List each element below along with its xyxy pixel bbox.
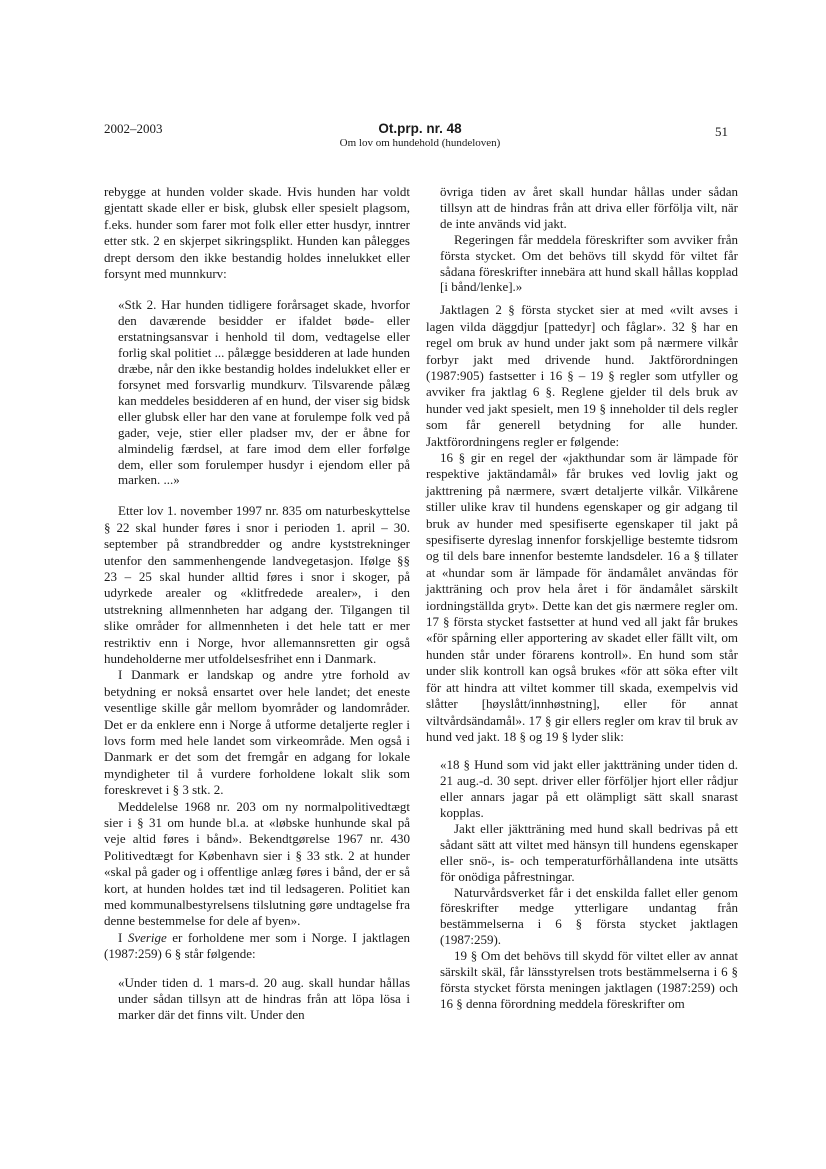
block-quote: Naturvårdsverket får i det enskilda fallet eller genom föreskrifter medge ytterligare undantag från bestämmelserna i 6 § första stycket jaktlagen (1987:259). bbox=[440, 884, 738, 948]
block-quote: Jakt eller jäktträning med hund skall bedrivas på ett sådant sätt att viltet med hänsyn till hundens egenskaper eller snö-, is- och temperaturförhållandena inte utsätts för onödiga påfrestningar. bbox=[440, 820, 738, 884]
paragraph: 16 § gir en regel der «jakthundar som är lämpade för respektive jaktändamål» får brukes ved lovlig jakt og jakttrening på nærmere, svært detaljerte vilkår. Vilkårene stiller ulike krav til hundens egenskaper og gir adgang til bruk av hunder med spesifiserte egenskaper til jakt på spesifiserte dyreslag innenfor forskjellige bestemte tidsrom og til dels bare innenfor bestemte landsdeler. 16 a § tillater at «hundar som är lämpade för ändamålet användas för jaktträning och prov hela året i för ändamålet särskilt iordningställda gryt». Dette kan det gis nærmere regler om. 17 § första stycket fastsetter at hund ved all jakt får brukes «för spårning eller apportering av skadet eller fällt vilt, om hunden står under förarens kontroll». En hund som står under slik kontroll kan også brukes «för att söka efter vilt för att hindra att viltet kommer till skada, exempelvis vid slåtter [høyslått/innhøstning], eller för annat viltvårdsändamål». 17 § gir ellers regler om krav til bruk av hund ved jakt. 18 § og 19 § lyder slik: bbox=[426, 450, 738, 744]
block-quote: «18 § Hund som vid jakt eller jaktträning under tiden d. 21 aug.-d. 30 sept. driver eller förföljer hjort eller rådjur eller annars jagar på ett olämpligt sätt skall snarast kopplas. bbox=[440, 757, 738, 821]
page-number: 51 bbox=[715, 124, 728, 139]
emphasis-text: Sverige bbox=[127, 929, 167, 945]
block-quote: Regeringen får meddela föreskrifter som avviker från första stycket. Om det behövs till skydd för viltet får sådana föreskrifter innebära att hund skall hållas kopplad [i bånd/lenke].» bbox=[440, 231, 738, 295]
document-title: Ot.prp. nr. 48 bbox=[378, 121, 462, 136]
paragraph bbox=[104, 930, 410, 963]
paragraph: Etter lov 1. november 1997 nr. 835 om naturbeskyttelse § 22 skal hunder føres i snor i perioden 1. april – 30. september på strandbredder og andre kyststrekninger utenfor den sammenhengende landvegetasjon. Ifølge §§ 23 – 25 skal hunder alltid føres i snor i skoger, på udyrkede arealer og «klitfredede arealer», i den utstrekning allmennheten har adgang der. Tilgangen til slike områder for allmennheten i det hele tatt er mer restriktiv enn i Norge, hvor allemannsretten gir også hundeholderne mer utfoldelsesfrihet enn i Danmark. bbox=[104, 503, 410, 666]
paragraph: I Danmark er landskap og andre ytre forhold av betydning er nokså ensartet over hele landet; det eneste vesentlige skille går mellom byområder og landområder. Det er da enklere enn i Norge å utforme detaljerte regler i lovs form med hele landet som virkeområde. Men også i Danmark er det som det fremgår en adgang for lokale myndigheter til å vurdere forholdene lokalt slik som foreskrevet i § 3 stk. 2. bbox=[104, 667, 410, 798]
paragraph: Meddelelse 1968 nr. 203 om ny normalpolitivedtægt sier i § 31 om hunde bl.a. at «løbske hunhunde skal på veje altid føres i bånd». Bekendtgørelse 1967 nr. 430 Politivedtægt for København sier i § 33 stk. 2 at hunder «skal på gader og i offentlige anlæg føres i bånd, der er så kort, at hunden holdes tæt ind til ledsageren. Politiet kan med kommunalbestyrelsens tilslutning gøre undtagelse fra denne bestemmelse for dele af byen». bbox=[104, 798, 410, 929]
right-column bbox=[426, 184, 738, 1012]
text-run: er forholdene mer som i Norge. I jaktlagen (1987:259) 6 § står følgende: bbox=[104, 929, 410, 962]
document-subtitle: Om lov om hundehold (hundeloven) bbox=[339, 137, 501, 149]
block-quote: övriga tiden av året skall hundar hållas under sådan tillsyn att de hindras från att driva eller förfölja vilt, när de inte används vid jakt. bbox=[440, 184, 738, 231]
block-quote: «Under tiden d. 1 mars-d. 20 aug. skall hundar hållas under sådan tillsyn att de hindras från att löpa lösa i marker där det finns vilt. Under den bbox=[118, 974, 410, 1022]
page-header-left: 2002–2003 bbox=[104, 121, 163, 136]
text-run: I bbox=[118, 929, 128, 945]
page-header-center bbox=[300, 121, 540, 149]
paragraph: Jaktlagen 2 § första stycket sier at med «vilt avses i lagen vilda däggdjur [pattedyr] och fåglar». 32 § har en regel om bruk av hund under jakt som på nærmere vilkår forbyr jakt med drivende hund. Jaktförordningen (1987:905) fastsetter i 16 § – 19 § regler som utfyller og avviker fra jaktlag 6 §. Reglene gjelder til dels bruk av hunder ved jakt spesielt, men 19 § inneholder til dels regler som får generell betydning for alle hunder. Jaktförordningens regler er følgende: bbox=[426, 302, 738, 449]
paragraph: rebygge at hunden volder skade. Hvis hunden har voldt gjentatt skade eller er bisk, glubsk eller spesielt plagsom, f.eks. hunder som farer mot folk eller etter husdyr, inntrer etter stk. 2 en skjerpet sikringsplikt. Hunden kan pålegges drept dersom den ikke bestandig holdes innelukket eller forsynt med munnkurv: bbox=[104, 184, 410, 282]
block-quote: 19 § Om det behövs till skydd för viltet eller av annat särskilt skäl, får länsstyrelsen trots bestämmelserna i 6 § första stycket första meningen jaktlagen (1987:259) och 16 § denna förordning meddela föreskrifter om bbox=[440, 948, 738, 1011]
block-quote: «Stk 2. Har hunden tidligere forårsaget skade, hvorfor den daværende besidder er ifaldet bøde- eller erstatningsansvar i henhold til dom, vedtagelse eller forlig skal politiet ... pålægge besidderen at lade hunden dræbe, når den ikke bestandig holdes indelukket eller er forsynet med forsvarlig mundkurv. Tilsvarende pålæg kan meddeles besidderen af en hund, der viser sig bidsk eller glubsk eller har den vane at forulempe folk ved på gader, veje, stier eller pladser mv, der er åbne for almindelig færdsel, at fare imod dem eller forfølge dem, eller som forulemper husdyr i ejendom eller på marken. ...» bbox=[118, 297, 410, 488]
left-column bbox=[104, 184, 410, 1022]
